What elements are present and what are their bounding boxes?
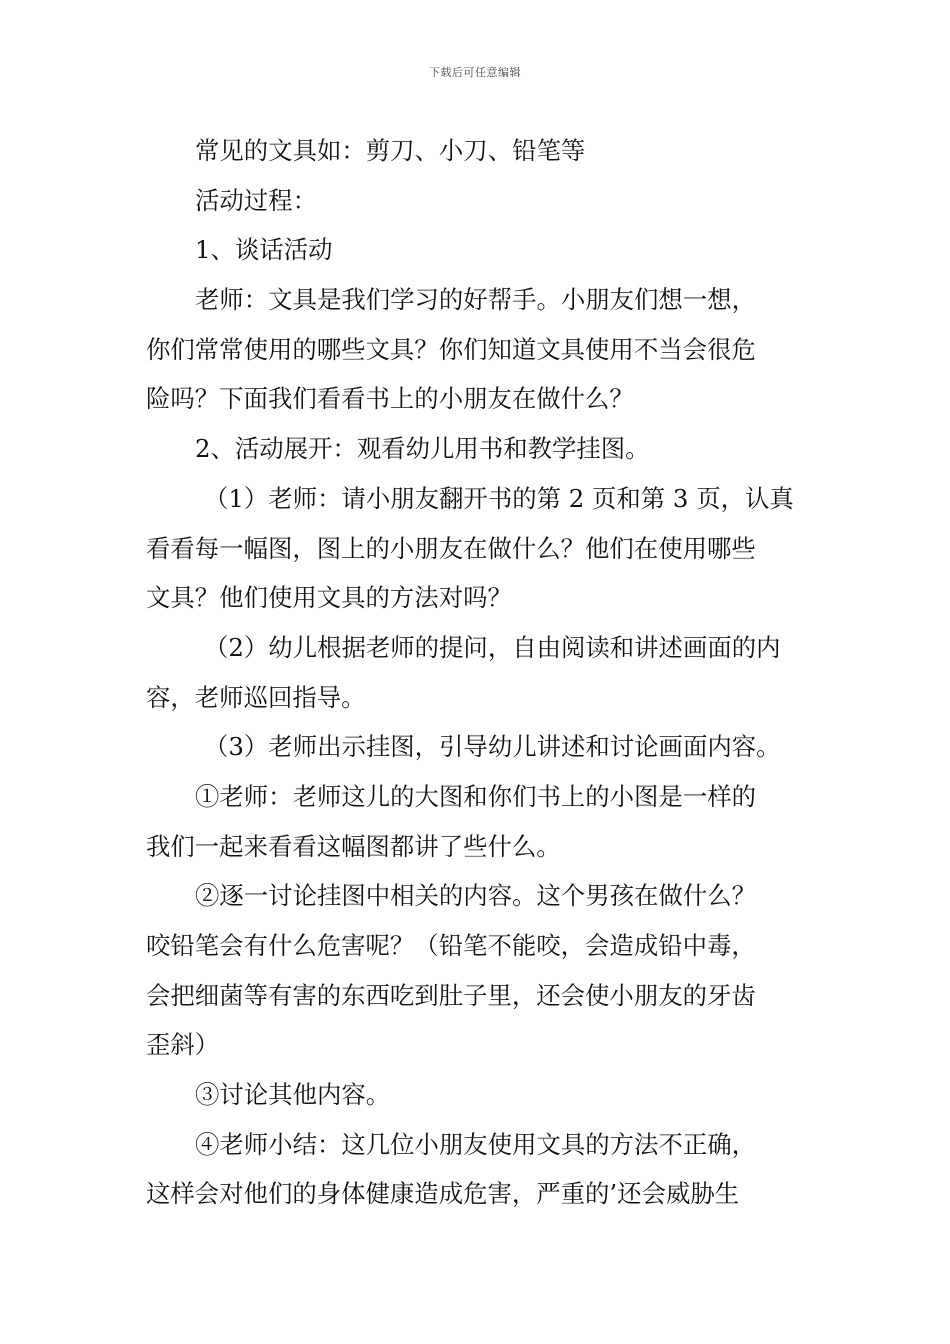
paragraph-line: ②逐一讨论挂图中相关的内容。这个男孩在做什么？ [195,881,756,911]
paragraph-line: 活动过程： [195,185,317,215]
paragraph-line: （2）幼儿根据老师的提问，自由阅读和讲述画面的内 [204,632,781,662]
paragraph-line: 险吗？下面我们看看书上的小朋友在做什么？ [146,384,634,414]
paragraph-line: 会把细菌等有害的东西吃到肚子里，还会使小朋友的牙齿 [146,980,756,1010]
paragraph-line: （1）老师：请小朋友翻开书的第 2 页和第 3 页，认真 [204,483,794,513]
paragraph-line: （3）老师出示挂图，引导幼儿讲述和讨论画面内容。 [204,732,781,762]
paragraph-line: 我们一起来看看这幅图都讲了些什么。 [146,831,561,861]
paragraph-line: 看看每一幅图，图上的小朋友在做什么？他们在使用哪些 [146,533,756,563]
document-body [146,126,810,1219]
paragraph-line: 常见的文具如：剪刀、小刀、铅笔等 [195,136,586,165]
paragraph-line: 你们常常使用的哪些文具？你们知道文具使用不当会很危 [146,334,756,364]
paragraph-line: ①老师：老师这儿的大图和你们书上的小图是一样的 [195,781,756,811]
paragraph-line: 容，老师巡回指导。 [146,682,366,712]
paragraph-line: ③讨论其他内容。 [195,1080,391,1110]
paragraph-line: 文具？他们使用文具的方法对吗？ [146,583,512,613]
paragraph-line: 咬铅笔会有什么危害呢？（铅笔不能咬，会造成铅中毒， [146,931,756,960]
page-header: 下载后可任意编辑 [429,66,521,79]
paragraph-line: 这样会对他们的身体健康造成危害，严重的’还会威胁生 [146,1179,740,1209]
paragraph-line: 老师：文具是我们学习的好帮手。小朋友们想一想， [195,285,756,315]
paragraph-line: ④老师小结：这几位小朋友使用文具的方法不正确， [195,1129,756,1159]
paragraph-line: 2、活动展开：观看幼儿用书和教学挂图。 [195,434,650,464]
paragraph-line: 1、谈话活动 [195,235,333,265]
paragraph-line: 歪斜） [146,1030,220,1060]
